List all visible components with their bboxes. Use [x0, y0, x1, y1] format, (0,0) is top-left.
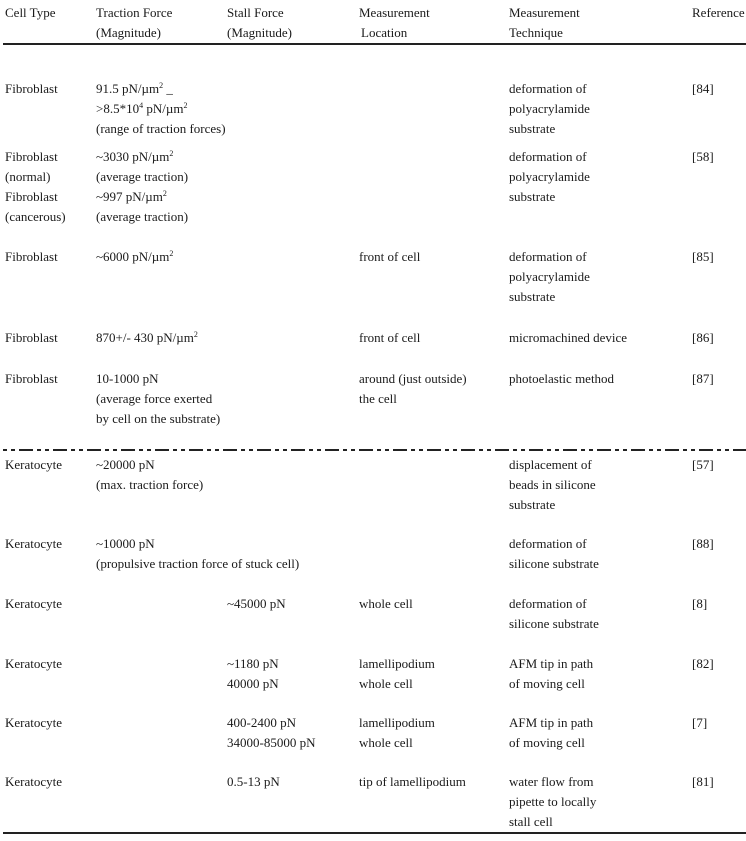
reference: [57]: [692, 457, 714, 472]
reference: [85]: [692, 249, 714, 264]
technique: substrate: [509, 121, 556, 136]
technique: substrate: [509, 497, 556, 512]
header-location-sub: Location: [361, 25, 408, 40]
cell-type: Keratocyte: [5, 774, 63, 789]
technique: pipette to locally: [509, 794, 597, 809]
reference: [81]: [692, 774, 714, 789]
technique: deformation of: [509, 249, 587, 264]
reference: [87]: [692, 371, 714, 386]
technique: polyacrylamide: [509, 169, 590, 184]
technique: of moving cell: [509, 676, 585, 691]
location: whole cell: [359, 676, 413, 691]
location: whole cell: [359, 596, 413, 611]
technique: substrate: [509, 189, 556, 204]
header-rule: [3, 43, 746, 45]
traction-force-note: (propulsive traction force of stuck cell): [96, 556, 300, 571]
cell-type: Keratocyte: [5, 596, 63, 611]
cell-type: (normal): [5, 169, 51, 184]
traction-force: ~3030 pN/µm$^2$: [96, 149, 174, 164]
location: front of cell: [359, 249, 421, 264]
traction-force: ~10000 pN: [96, 536, 155, 551]
traction-force: $>8.5*10^4$ pN/µm$^2$: [96, 101, 188, 116]
location: lamellipodium: [359, 715, 435, 730]
technique: stall cell: [509, 814, 553, 829]
cell-type: Keratocyte: [5, 457, 63, 472]
reference: [58]: [692, 149, 714, 164]
cell-type: Keratocyte: [5, 656, 63, 671]
stall-force: 40000 pN: [227, 676, 279, 691]
header-traction-force: Traction Force: [96, 5, 173, 20]
header-stall-force: Stall Force: [227, 5, 284, 20]
technique: substrate: [509, 289, 556, 304]
header-technique: Measurement: [509, 5, 580, 20]
traction-force-note: (range of traction forces): [96, 121, 226, 136]
header-location: Measurement: [359, 5, 430, 20]
reference: [8]: [692, 596, 708, 611]
header-technique-sub: Technique: [509, 25, 563, 40]
technique: polyacrylamide: [509, 101, 590, 116]
header-traction-force-sub: (Magnitude): [96, 25, 161, 40]
technique: polyacrylamide: [509, 269, 590, 284]
cell-type: Fibroblast: [5, 81, 58, 96]
cell-type: Fibroblast: [5, 249, 58, 264]
technique: deformation of: [509, 149, 587, 164]
traction-force: 91.5 pN/µm$^2$ _: [96, 81, 173, 96]
reference: [88]: [692, 536, 714, 551]
reference: [84]: [692, 81, 714, 96]
technique: displacement of: [509, 457, 592, 472]
technique: silicone substrate: [509, 556, 599, 571]
cell-type: Fibroblast: [5, 189, 58, 204]
traction-force-note: (average force exerted: [96, 391, 213, 406]
technique: deformation of: [509, 596, 587, 611]
header-cell-type: Cell Type: [5, 5, 56, 20]
cell-type: Fibroblast: [5, 371, 58, 386]
reference: [86]: [692, 330, 714, 345]
traction-force: ~20000 pN: [96, 457, 155, 472]
cell-type: Fibroblast: [5, 149, 58, 164]
cell-type: Keratocyte: [5, 715, 63, 730]
stall-force: ~45000 pN: [227, 596, 286, 611]
location: whole cell: [359, 735, 413, 750]
traction-force-note: by cell on the substrate): [96, 411, 221, 426]
technique: water flow from: [509, 774, 594, 789]
reference: [7]: [692, 715, 708, 730]
stall-force: 0.5-13 pN: [227, 774, 280, 789]
location: tip of lamellipodium: [359, 774, 466, 789]
technique: photoelastic method: [509, 371, 615, 386]
traction-force: 10-1000 pN: [96, 371, 159, 386]
location: the cell: [359, 391, 397, 406]
technique: of moving cell: [509, 735, 585, 750]
technique: silicone substrate: [509, 616, 599, 631]
stall-force: 400-2400 pN: [227, 715, 296, 730]
technique: beads in silicone: [509, 477, 596, 492]
traction-force-note: (max. traction force): [96, 477, 204, 492]
traction-force: 870+/- 430 pN/µm$^2$: [96, 330, 198, 345]
location: lamellipodium: [359, 656, 435, 671]
header-reference: Reference: [692, 5, 745, 20]
cell-type: Keratocyte: [5, 536, 63, 551]
header-stall-force-sub: (Magnitude): [227, 25, 292, 40]
cell-type: Fibroblast: [5, 330, 58, 345]
technique: deformation of: [509, 81, 587, 96]
technique: AFM tip in path: [509, 715, 594, 730]
cell-type: (cancerous): [5, 209, 66, 224]
location: around (just outside): [359, 371, 467, 386]
bottom-rule: [3, 832, 746, 834]
technique: AFM tip in path: [509, 656, 594, 671]
stall-force: ~1180 pN: [227, 656, 279, 671]
technique: deformation of: [509, 536, 587, 551]
stall-force: 34000-85000 pN: [227, 735, 316, 750]
traction-force-note: (average traction): [96, 209, 189, 224]
traction-force: ~997 pN/µm$^2$: [96, 189, 167, 204]
technique: micromachined device: [509, 330, 628, 345]
traction-force: ~6000 pN/µm$^2$: [96, 249, 174, 264]
section-divider: [3, 449, 746, 451]
location: front of cell: [359, 330, 421, 345]
reference: [82]: [692, 656, 714, 671]
traction-force-note: (average traction): [96, 169, 189, 184]
